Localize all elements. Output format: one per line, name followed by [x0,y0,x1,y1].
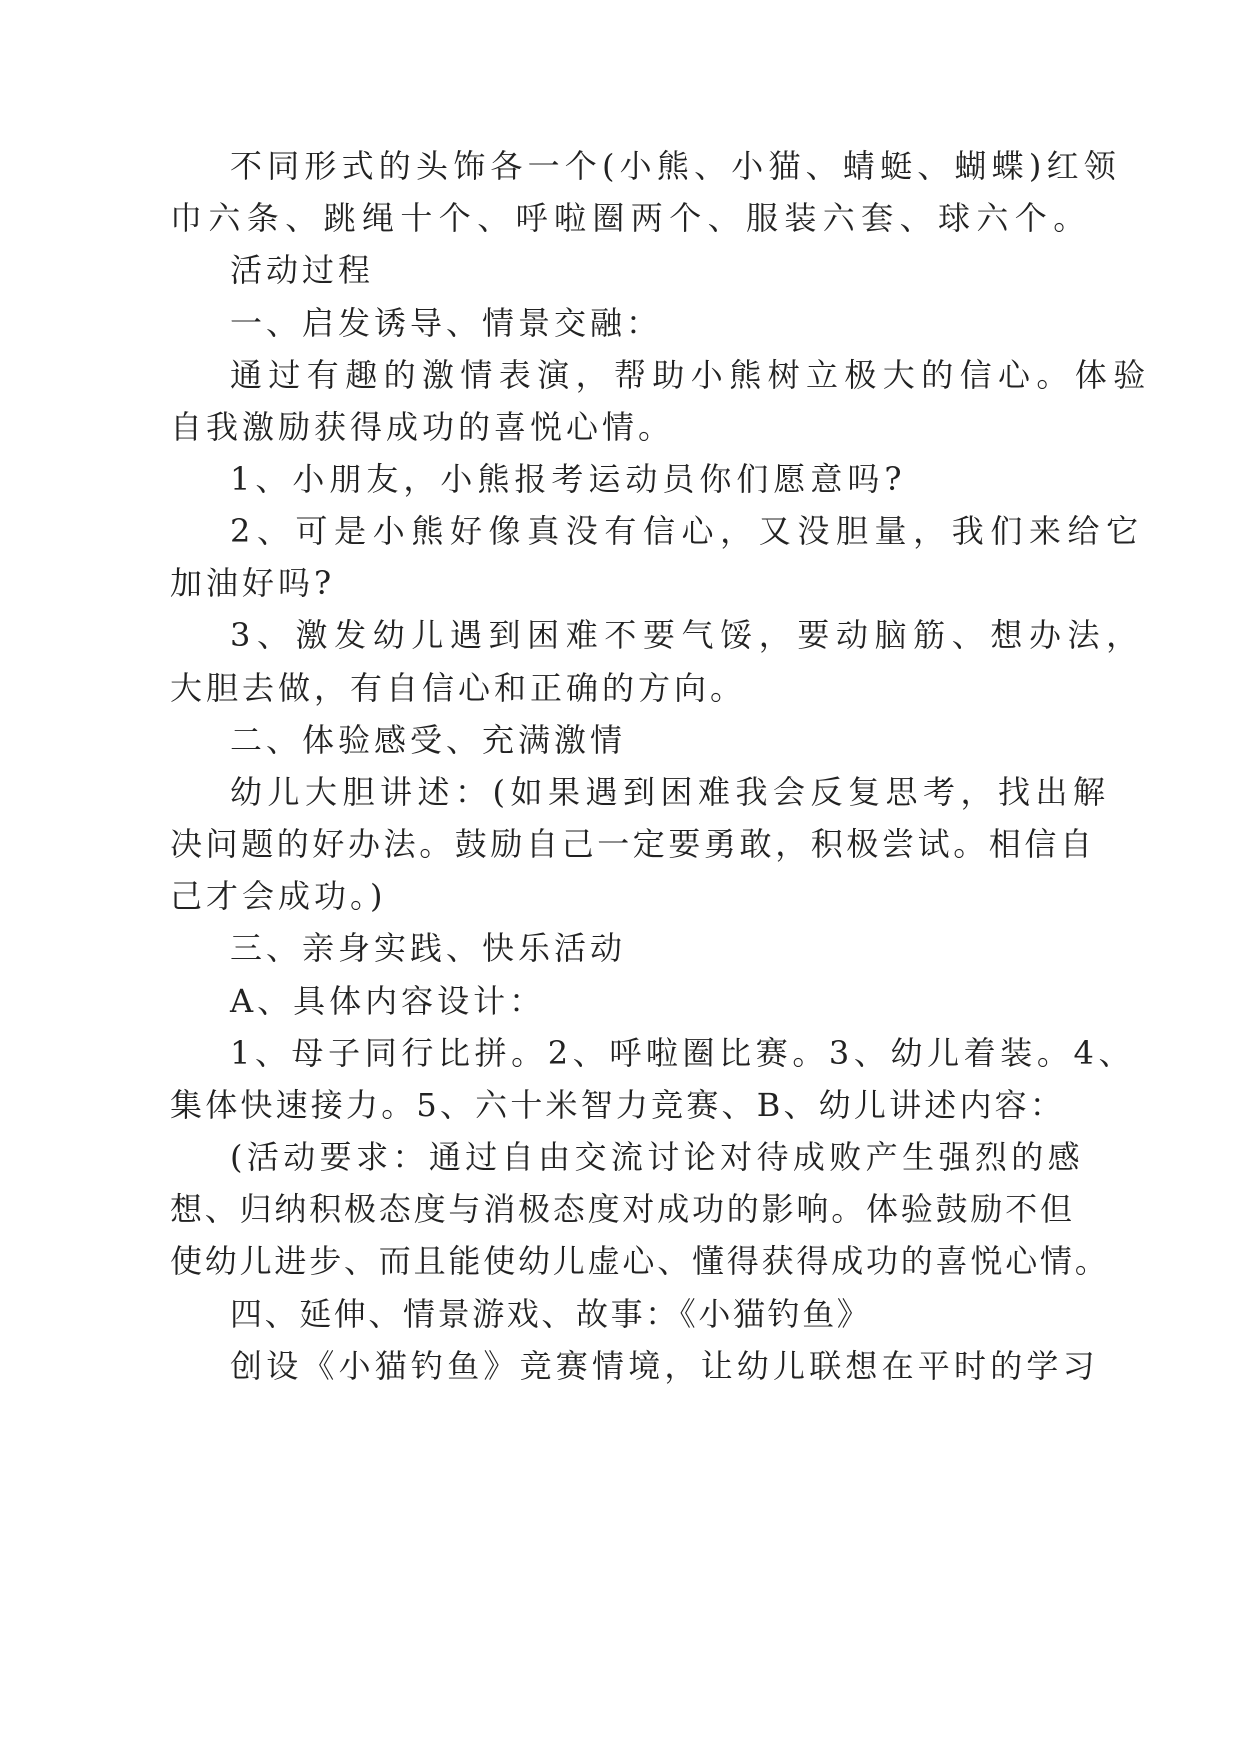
heading-section-4: 四、延伸、情景游戏、故事：《小猫钓鱼》 [230,1295,872,1333]
text-line-15: 己才会成功。) [170,877,387,915]
text-line-7: 1、小朋友，小熊报考运动员你们愿意吗? [230,460,907,498]
text-line-10: 3、激发幼儿遇到困难不要气馁，要动脑筋、想办法， [230,616,1145,654]
heading-section-1: 一、启发诱导、情景交融： [230,304,663,342]
text-line-18: 1、母子同行比拼。2、呼啦圈比赛。3、幼儿着装。4、 [230,1034,1136,1072]
text-line-5: 通过有趣的激情表演，帮助小熊树立极大的信心。体验 [230,356,1152,394]
text-line-24: 创设《小猫钓鱼》竞赛情境，让幼儿联想在平时的学习 [230,1347,1099,1385]
text-line-8: 2、可是小熊好像真没有信心，又没胆量，我们来给它 [230,512,1145,550]
heading-activity-process: 活动过程 [230,251,375,289]
text-line-21: 想、归纳积极态度与消极态度对成功的影响。体验鼓励不但 [170,1190,1075,1228]
text-line-1: 不同形式的头饰各一个(小熊、小猫、蜻蜓、蝴蝶)红领 [230,147,1121,185]
text-line-14: 决问题的好办法。鼓励自己一定要勇敢，积极尝试。相信自 [170,825,1096,863]
text-line-22: 使幼儿进步、而且能使幼儿虚心、懂得获得成功的喜悦心情。 [170,1242,1110,1280]
heading-section-3: 三、亲身实践、快乐活动 [230,929,627,967]
text-line-20: (活动要求：通过自由交流讨论对待成败产生强烈的感 [230,1138,1085,1176]
text-line-13: 幼儿大胆讲述：(如果遇到困难我会反复思考，找出解 [230,773,1111,811]
text-line-11: 大胆去做，有自信心和正确的方向。 [170,669,747,707]
text-line-9: 加油好吗? [170,564,336,602]
text-line-17: A、具体内容设计： [230,982,546,1020]
text-line-6: 自我激励获得成功的喜悦心情。 [170,408,675,446]
heading-section-2: 二、体验感受、充满激情 [230,721,627,759]
text-line-2: 巾六条、跳绳十个、呼啦圈两个、服装六套、球六个。 [170,199,1092,237]
text-line-19: 集体快速接力。5、六十米智力竞赛、B、幼儿讲述内容： [170,1086,1066,1124]
